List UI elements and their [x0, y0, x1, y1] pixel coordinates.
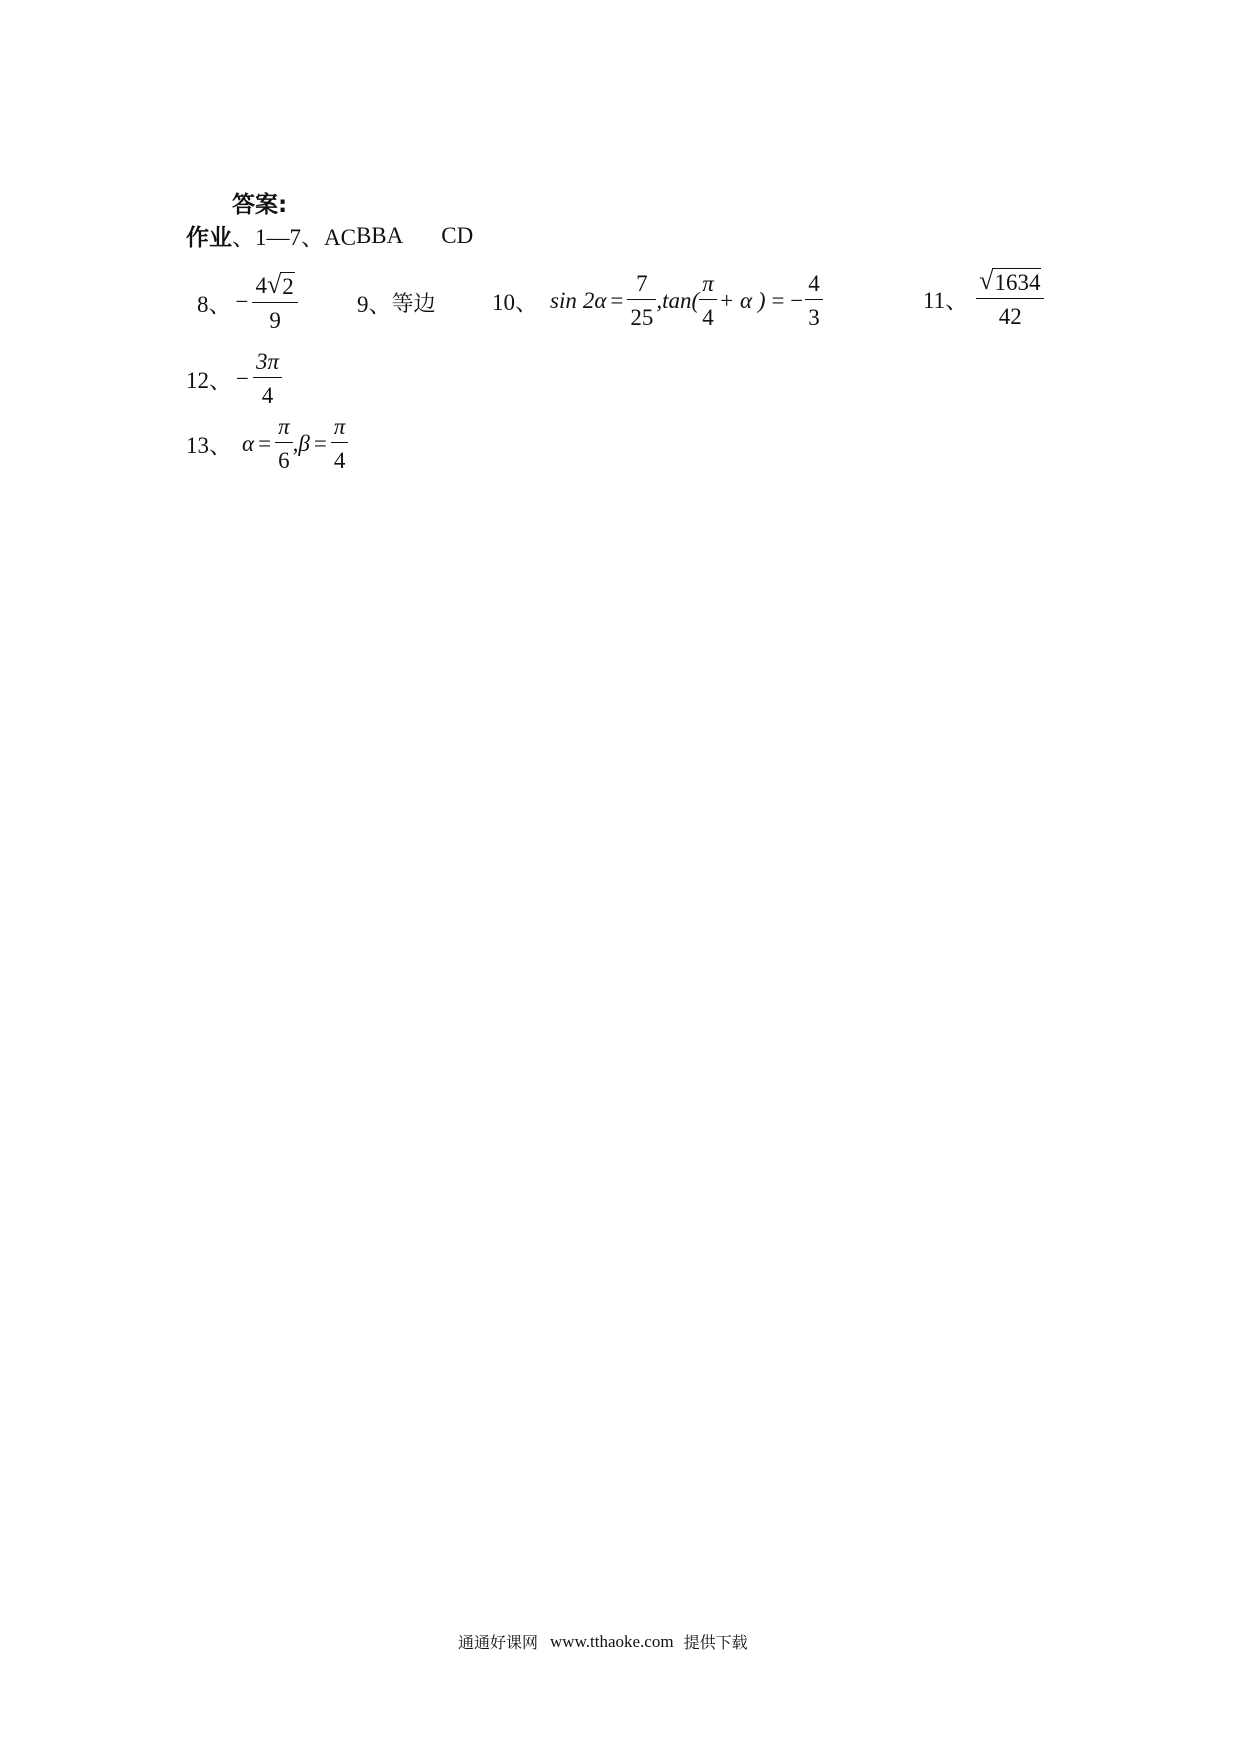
footer-suffix: 提供下载	[683, 1633, 748, 1652]
answer-13-alpha: α	[242, 430, 255, 456]
answer-10-tan: tan(	[662, 287, 700, 313]
answer-10-sin: sin	[550, 287, 577, 313]
answer-13-number: 13、	[186, 433, 232, 458]
answer-10-f2-denominator: 4	[699, 299, 717, 329]
answer-13-f1-numerator: π	[278, 414, 290, 439]
answer-13-f2-numerator: π	[333, 414, 346, 439]
answer-13-f1-denominator: 6	[275, 442, 293, 472]
answers-heading: 答案:	[232, 192, 288, 218]
answer-13	[186, 415, 348, 472]
footer-site-name: 通通好课网	[458, 1633, 539, 1652]
homework-label: 作业	[186, 225, 232, 251]
homework-range: 、1—7、AC	[232, 225, 356, 250]
answer-12-denominator: 4	[253, 377, 282, 407]
answer-10-f1-numerator: 7	[636, 271, 648, 296]
answer-13-equals: =	[258, 430, 272, 456]
answer-8-sign: −	[235, 289, 249, 314]
answer-10-plus-alpha: + α )	[718, 287, 766, 313]
answer-8-coef: 4	[255, 272, 267, 298]
answer-13-beta: β	[298, 430, 310, 456]
answer-13-fraction-2	[331, 415, 349, 472]
answer-10-fraction-3	[805, 272, 823, 329]
answer-8-number: 8、	[197, 291, 232, 317]
answer-12-sign: −	[236, 365, 249, 391]
answer-10-f2-numerator: π	[702, 271, 714, 296]
answer-10-f3-denominator: 3	[805, 299, 823, 329]
answer-10-fraction-1	[627, 272, 656, 329]
answer-8	[197, 272, 298, 332]
answer-8-sqrt: √ 2	[266, 270, 294, 299]
homework-answers-b: CD	[441, 222, 474, 248]
answer-10-fraction-2	[699, 272, 717, 329]
footer-url[interactable]: www.tthaoke.com	[550, 1631, 674, 1651]
answer-10	[492, 272, 823, 329]
answer-11-sqrt: √ 1634	[979, 266, 1041, 295]
answer-13-comma: ,	[292, 430, 299, 456]
answer-10-f1-denominator: 25	[627, 299, 656, 329]
page-footer	[458, 1630, 748, 1653]
answer-11-radicand: 1634	[994, 270, 1041, 295]
answer-11-fraction	[976, 268, 1044, 328]
answer-9	[357, 286, 436, 319]
answer-9-number: 9、	[357, 292, 392, 317]
answer-8-radicand: 2	[282, 274, 294, 299]
answer-13-equals-2: =	[313, 430, 327, 456]
answer-12	[186, 350, 282, 407]
answer-12-fraction	[253, 350, 282, 407]
homework-line	[186, 219, 473, 252]
answer-11-denominator: 42	[976, 298, 1044, 328]
answer-13-fraction-1	[275, 415, 293, 472]
homework-answers-a: BBA	[355, 222, 404, 248]
answer-10-equals-minus: = −	[771, 287, 804, 313]
answer-10-comma: ,	[656, 287, 663, 313]
answer-10-2alpha: 2α	[582, 287, 607, 313]
answer-10-equals: =	[610, 287, 624, 313]
answer-8-denominator: 9	[252, 302, 297, 332]
answer-11-number: 11、	[923, 287, 969, 313]
answer-8-fraction	[252, 272, 297, 332]
answer-10-f3-numerator: 4	[808, 271, 820, 296]
answer-10-number: 10、	[492, 290, 538, 315]
answer-12-number: 12、	[186, 368, 232, 393]
answer-13-f2-denominator: 4	[331, 442, 349, 472]
answer-9-text: 等边	[391, 292, 436, 317]
answer-11	[923, 268, 1044, 328]
answer-12-numerator: 3π	[255, 349, 280, 374]
